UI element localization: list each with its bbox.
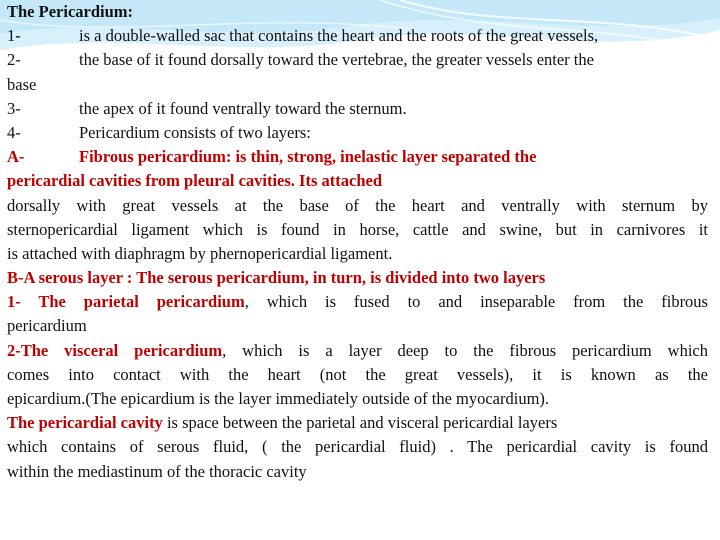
parietal-line-continued: pericardium xyxy=(7,316,87,336)
point-2-continued: base xyxy=(7,74,37,94)
cavity-line-continued: which contains of serous fluid, ( the pericardial fluid) . The pericardial cavity is found xyxy=(7,437,708,457)
visceral-line-continued: comes into contact with the heart (not the great vessels), it is known as the xyxy=(7,364,708,384)
fibrous-heading: A- Fibrous pericardium: is thin, strong, inelastic layer separated the xyxy=(7,147,537,167)
parietal-line: 1- The parietal pericardium, which is fused to and inseparable from the fibrous xyxy=(7,292,708,312)
point-2: 2- the base of it found dorsally toward the vertebrae, the greater vessels enter the xyxy=(7,50,594,70)
point-4: 4- Pericardium consists of two layers: xyxy=(7,122,311,142)
page-title: The Pericardium: xyxy=(7,2,134,21)
fibrous-text-line: sternopericardial ligament which is found in horse, cattle and swine, but in carnivores it xyxy=(7,219,708,239)
visceral-line: 2-The visceral pericardium, which is a layer deep to the fibrous pericardium which xyxy=(7,340,708,360)
cavity-line: The pericardial cavity is space between the parietal and visceral pericardial layers xyxy=(7,413,558,433)
visceral-line-continued: epicardium.(The epicardium is the layer immediately outside of the myocardium). xyxy=(7,389,550,408)
point-1: 1- is a double-walled sac that contains the heart and the roots of the great vessels, xyxy=(7,26,599,46)
point-3: 3- the apex of it found ventrally toward the sternum. xyxy=(7,98,407,118)
cavity-line-continued: within the mediastinum of the thoracic cavity xyxy=(7,461,307,481)
document-body xyxy=(7,0,708,484)
fibrous-heading-continued: pericardial cavities from pleural cavities. Its attached xyxy=(7,171,382,191)
fibrous-text-line: is attached with diaphragm by phernopericardial ligament. xyxy=(7,243,393,263)
fibrous-text-line: dorsally with great vessels at the base of the heart and ventrally with sternum by xyxy=(7,195,708,215)
serous-heading: B-A serous layer : The serous pericardium, in turn, is divided into two layers xyxy=(7,268,546,288)
